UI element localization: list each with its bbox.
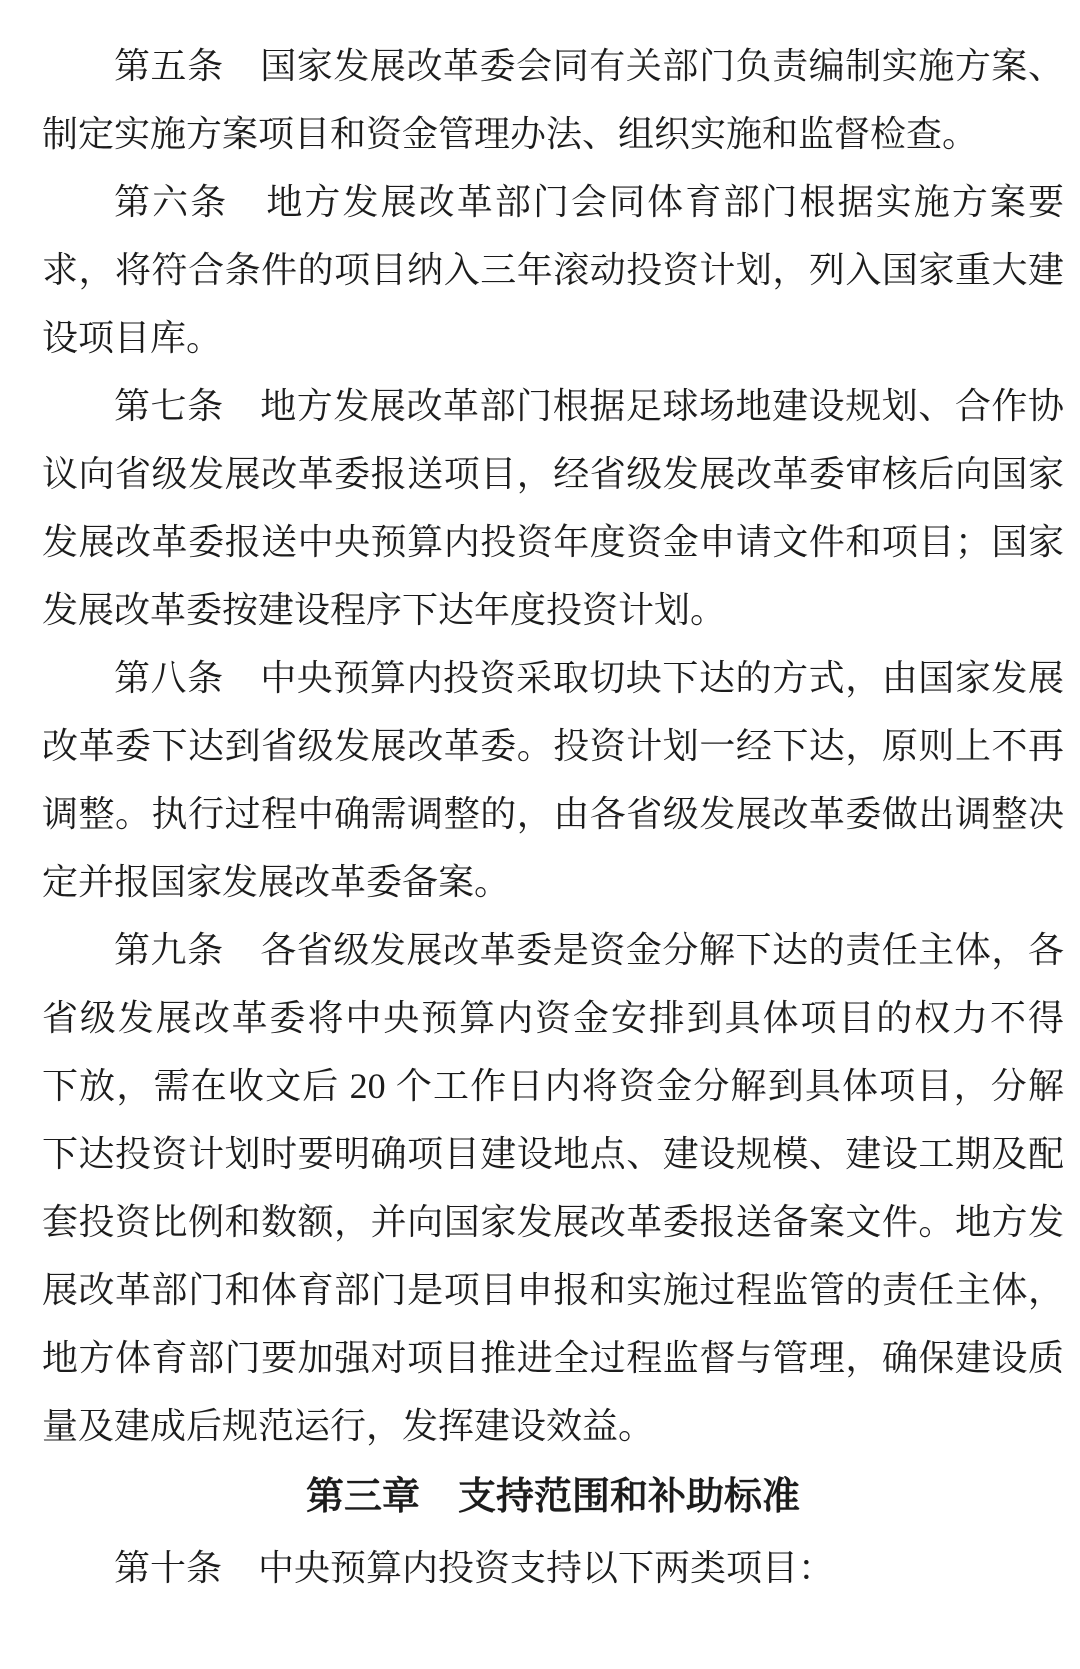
document-line: 第九条 各省级发展改革委是资金分解下达的责任主体，各 bbox=[114, 930, 1064, 970]
document-line: 改革委下达到省级发展改革委。投资计划一经下达，原则上不再 bbox=[42, 726, 1064, 766]
document-line: 地方体育部门要加强对项目推进全过程监督与管理，确保建设质 bbox=[42, 1338, 1064, 1378]
document-line: 第五条 国家发展改革委会同有关部门负责编制实施方案、 bbox=[114, 46, 1064, 86]
document-line: 下达投资计划时要明确项目建设地点、建设规模、建设工期及配 bbox=[42, 1134, 1064, 1174]
document-line: 省级发展改革委将中央预算内资金安排到具体项目的权力不得 bbox=[42, 998, 1064, 1038]
chapter-heading: 第三章 支持范围和补助标准 bbox=[305, 1476, 800, 1518]
document-line: 发展改革委按建设程序下达年度投资计划。 bbox=[42, 590, 727, 630]
document-line: 调整。执行过程中确需调整的，由各省级发展改革委做出调整决 bbox=[42, 794, 1064, 834]
document-line: 量及建成后规范运行，发挥建设效益。 bbox=[42, 1406, 655, 1446]
document-line: 制定实施方案项目和资金管理办法、组织实施和监督检查。 bbox=[42, 114, 979, 154]
document-body bbox=[42, 32, 1064, 1602]
document-line: 议向省级发展改革委报送项目，经省级发展改革委审核后向国家 bbox=[42, 454, 1064, 494]
document-line: 第八条 中央预算内投资采取切块下达的方式，由国家发展 bbox=[114, 658, 1064, 698]
document-line: 发展改革委报送中央预算内投资年度资金申请文件和项目；国家 bbox=[42, 522, 1064, 562]
document-line: 下放，需在收文后 20 个工作日内将资金分解到具体项目，分解 bbox=[42, 1066, 1064, 1106]
document-line: 第六条 地方发展改革部门会同体育部门根据实施方案要 bbox=[114, 182, 1064, 222]
document-line: 第七条 地方发展改革部门根据足球场地建设规划、合作协 bbox=[114, 386, 1064, 426]
document-line: 第十条 中央预算内投资支持以下两类项目： bbox=[114, 1548, 835, 1588]
document-line: 设项目库。 bbox=[42, 318, 223, 358]
document-line: 展改革部门和体育部门是项目申报和实施过程监管的责任主体， bbox=[42, 1270, 1064, 1310]
document-line: 定并报国家发展改革委备案。 bbox=[42, 862, 511, 902]
document-line: 套投资比例和数额，并向国家发展改革委报送备案文件。地方发 bbox=[42, 1202, 1064, 1242]
document-line: 求，将符合条件的项目纳入三年滚动投资计划，列入国家重大建 bbox=[42, 250, 1064, 290]
